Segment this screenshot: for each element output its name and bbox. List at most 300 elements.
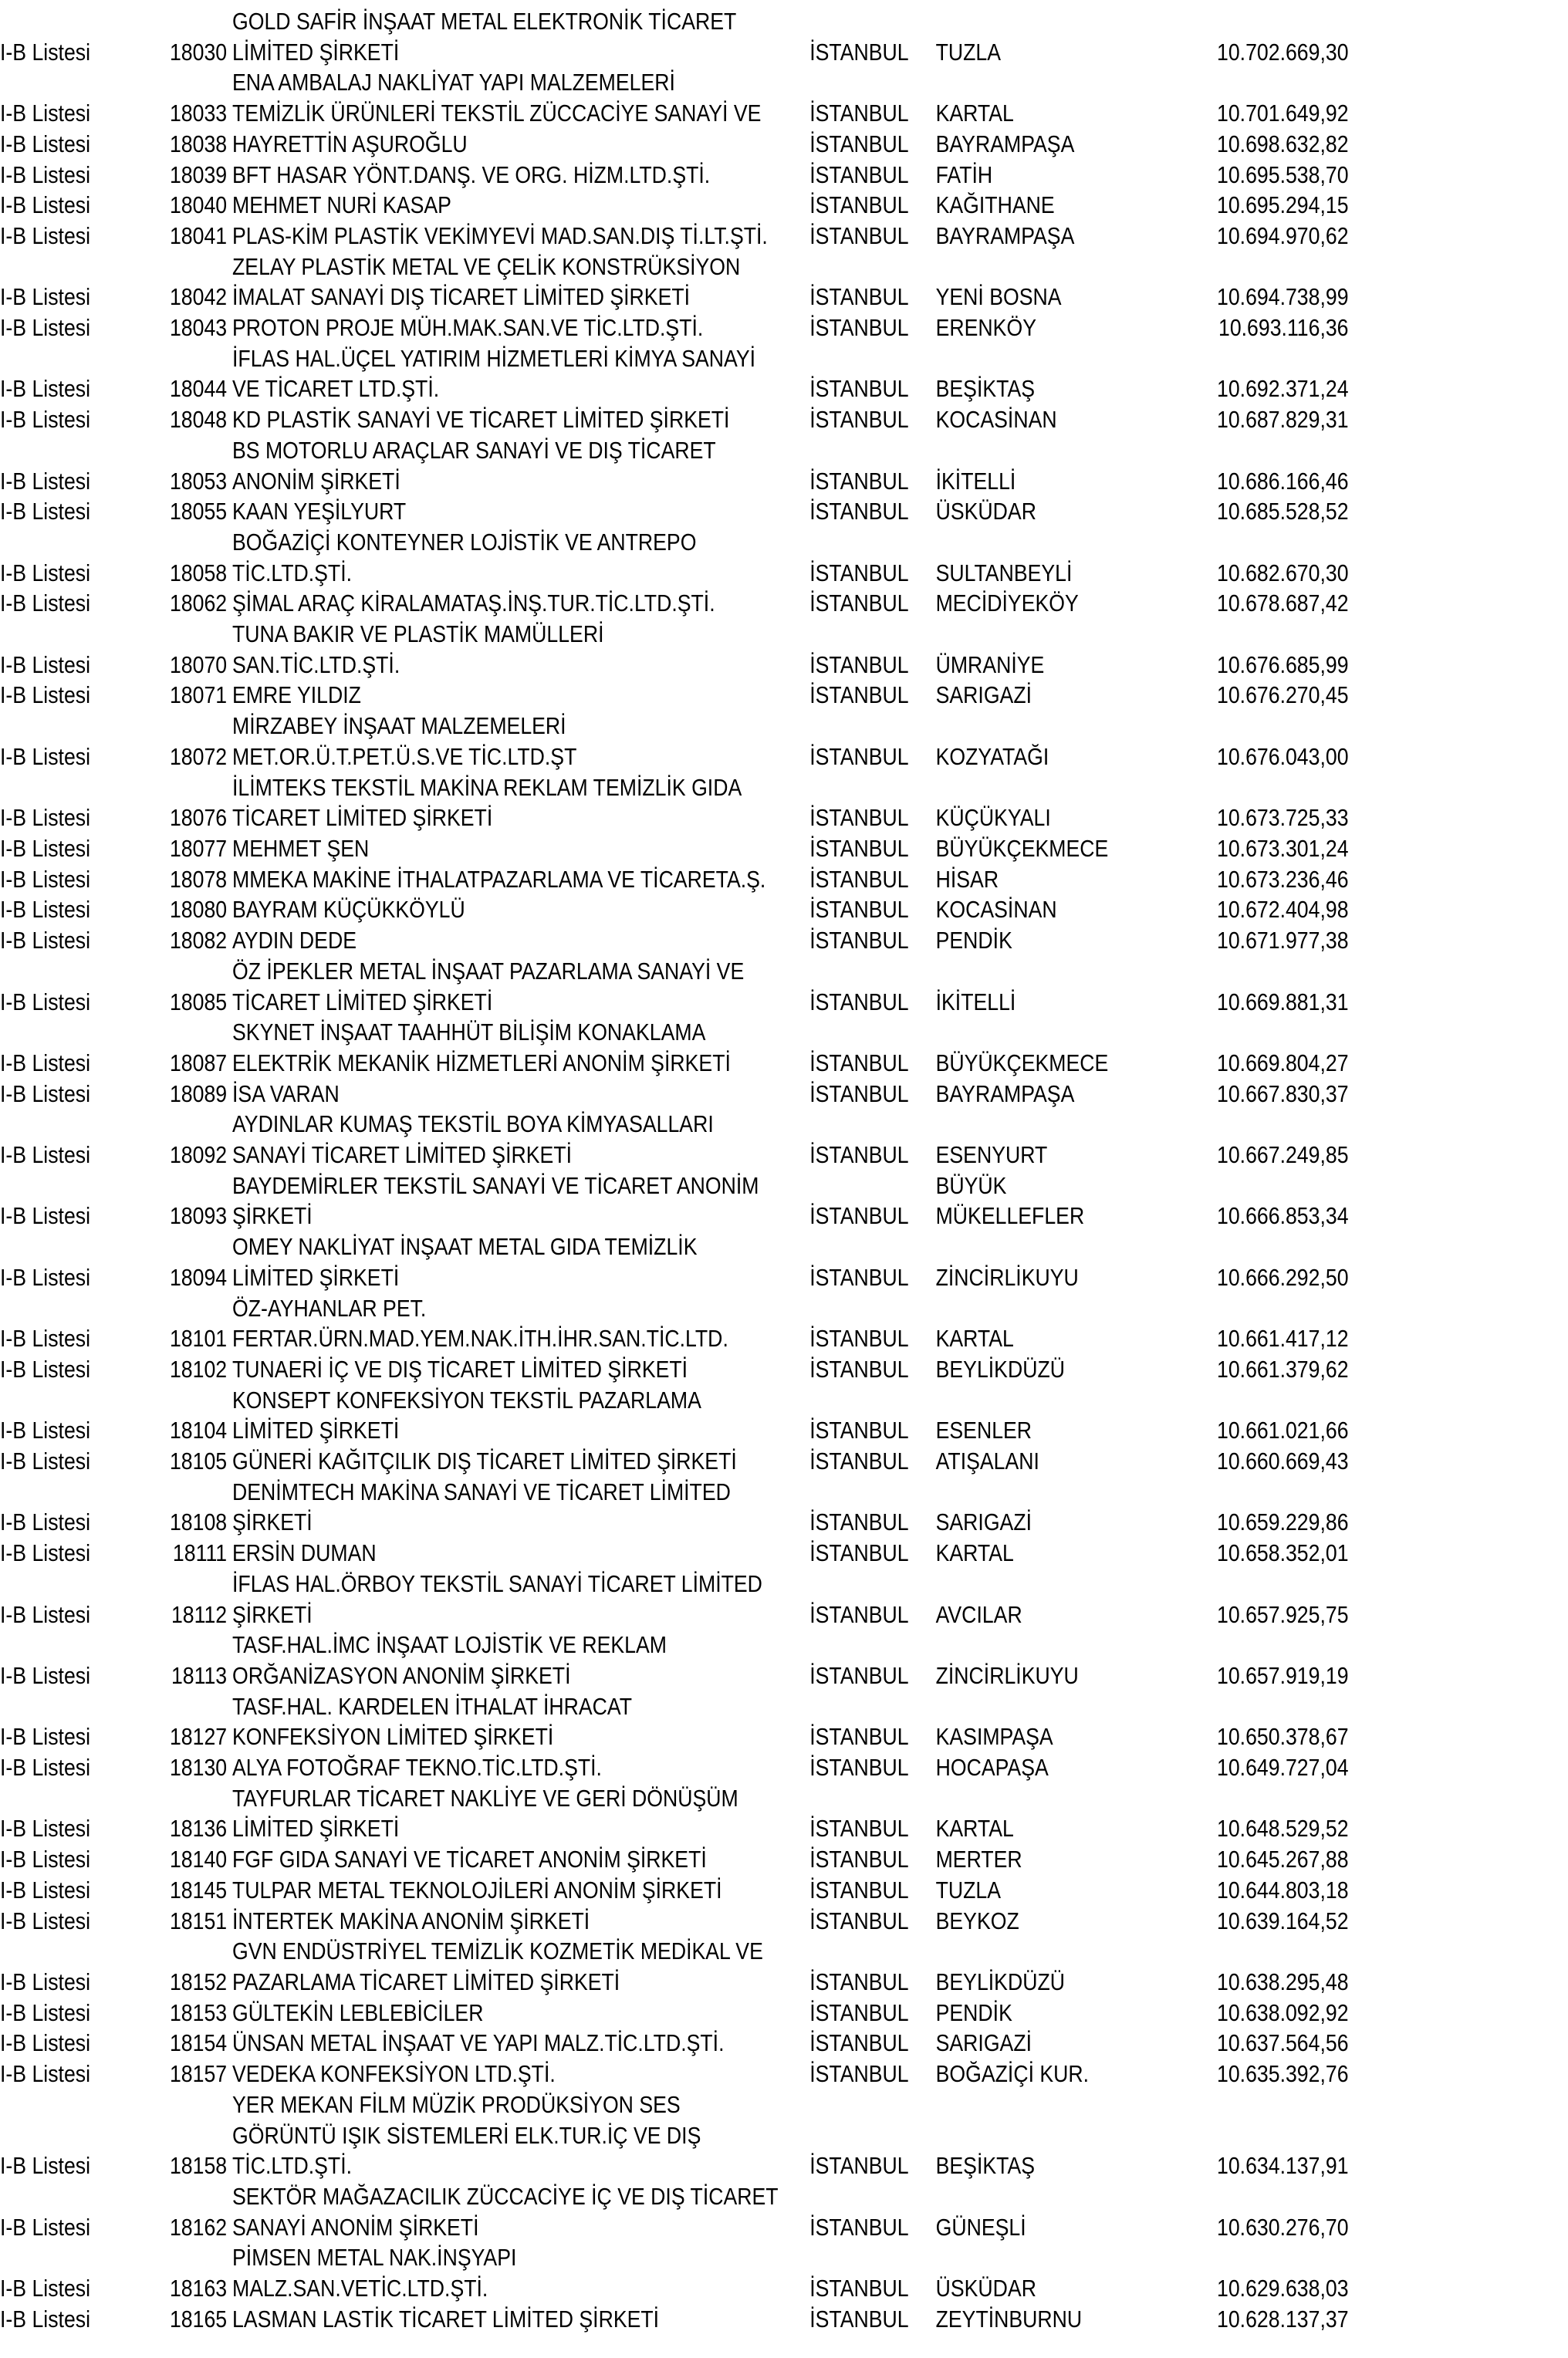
list-label [0,6,153,37]
table-row [0,1385,1568,1446]
amount: 10.678.687,42 [1217,590,1349,617]
company-name: KONFEKSİYON LİMİTED ŞİRKETİ [232,1723,554,1751]
city: İSTANBUL [809,314,909,342]
company-name: GÖRÜNTÜ IŞIK SİSTEMLERİ ELK.TUR.İÇ VE DIŞ [232,2121,701,2149]
district: MERTER [935,1846,1022,1873]
amount: 10.658.352,01 [1217,1539,1349,1567]
list-label: I-B Listesi [0,988,91,1015]
table-line [0,1140,1566,1171]
table-row [0,1446,1568,1477]
city [809,1385,935,1416]
company-name: ÖZ İPEKLER METAL İNŞAAT PAZARLAMA SANAYİ VE [232,957,745,985]
amount: 10.657.925,75 [1217,1600,1349,1628]
company-name: İMALAT SANAYİ DIŞ TİCARET LİMİTED ŞİRKETİ [232,283,691,311]
entry-number [153,1385,232,1416]
district: ERENKÖY [935,314,1036,342]
city [809,527,935,558]
entry-number [153,956,232,987]
city: İSTANBUL [809,191,909,219]
entry-number [153,2120,232,2151]
city [809,619,935,650]
district: ZİNCİRLİKUYU [935,1661,1079,1689]
company-name: ŞİRKETİ [232,1508,313,1536]
list-label: I-B Listesi [0,1998,91,2026]
list-label: I-B Listesi [0,467,91,495]
district: İKİTELLİ [935,988,1016,1015]
company-name: PAZARLAMA TİCARET LİMİTED ŞİRKETİ [232,1968,620,1995]
district [936,772,1148,803]
table-row [0,496,1568,527]
entry-number: 18094 [169,1263,228,1291]
amount: 10.692.371,24 [1217,375,1349,403]
amount: 10.669.804,27 [1217,1049,1349,1076]
amount: 10.661.021,66 [1217,1417,1349,1444]
list-label [0,67,153,98]
entry-number: 18085 [169,988,228,1015]
table-line [0,1660,1566,1691]
list-label [0,1385,153,1416]
list-label: I-B Listesi [0,742,91,770]
district: ÜSKÜDAR [935,2275,1036,2302]
city: İSTANBUL [809,681,909,709]
amount: 10.644.803,18 [1217,1876,1349,1904]
district: KAĞITHANE [935,191,1055,219]
company-name: GVN ENDÜSTRİYEL TEMİZLİK KOZMETİK MEDİKAL VE [232,1937,763,1965]
table-line [0,987,1566,1018]
table-row [0,435,1568,496]
table-row [0,588,1568,619]
company-name: VE TİCARET LTD.ŞTİ. [232,375,440,403]
amount: 10.671.977,38 [1217,927,1349,954]
city: İSTANBUL [809,1263,909,1291]
table-row [0,1231,1568,1292]
entry-number: 18087 [169,1049,228,1076]
entry-number [153,1109,232,1140]
company-name: BAYRAM KÜÇÜKKÖYLÜ [232,896,465,924]
table-row [0,2242,1568,2303]
table-row [0,1906,1568,1937]
district: ZEYTİNBURNU [935,2305,1083,2333]
amount [1148,1171,1349,1201]
list-label [0,1936,153,1967]
company-name: GÜLTEKİN LEBLEBİCİLER [232,1998,484,2026]
table-line [0,1783,1566,1814]
company-name: LİMİTED ŞİRKETİ [232,1417,400,1444]
amount: 10.649.727,04 [1217,1754,1349,1782]
company-name: ŞİRKETİ [232,1202,313,1230]
company-name: İNTERTEK MAKİNA ANONİM ŞİRKETİ [232,1907,590,1934]
entry-number: 18108 [169,1508,228,1536]
table-row [0,680,1568,711]
entry-number: 18113 [171,1661,228,1689]
city: İSTANBUL [809,100,909,127]
table-line [0,1109,1566,1140]
city: İSTANBUL [809,834,909,862]
amount [1148,67,1349,98]
entry-number: 18151 [169,1907,228,1934]
list-label: I-B Listesi [0,927,91,954]
table-line [0,2028,1566,2059]
city [809,956,935,987]
table-line [0,1875,1566,1906]
entry-number: 18053 [169,467,228,495]
city [809,1477,935,1508]
district: KARTAL [935,1815,1014,1843]
table-row [0,1171,1568,1231]
table-line [0,190,1566,221]
city: İSTANBUL [809,1723,909,1751]
city [809,2089,935,2120]
district: BEYLİKDÜZÜ [935,1355,1066,1383]
list-label: I-B Listesi [0,590,91,617]
company-name: FERTAR.ÜRN.MAD.YEM.NAK.İTH.İHR.SAN.TİC.LTD. [232,1325,728,1353]
amount: 10.694.738,99 [1217,283,1349,311]
table-line [0,1354,1566,1385]
entry-number [153,1569,232,1600]
table-row [0,1691,1568,1752]
entry-number: 18058 [169,559,228,586]
entry-number: 18044 [169,375,228,403]
amount: 10.650.378,67 [1217,1723,1349,1751]
amount [1148,435,1349,466]
city [809,2120,935,2151]
table-line [0,1967,1566,1998]
district: TUZLA [935,38,1002,66]
amount: 10.638.295,48 [1217,1968,1349,1995]
table-line [0,2150,1566,2181]
table-line [0,1385,1566,1416]
list-label: I-B Listesi [0,834,91,862]
company-name: KAAN YEŞİLYURT [232,498,407,525]
company-name: TAYFURLAR TİCARET NAKLİYE VE GERİ DÖNÜŞÜM [232,1784,738,1812]
district [936,956,1148,987]
company-name: ÜNSAN METAL İNŞAAT VE YAPI MALZ.TİC.LTD.ŞTİ. [232,2029,725,2057]
district: SARIGAZİ [935,1508,1032,1536]
list-label [0,1691,153,1722]
list-label: I-B Listesi [0,1141,91,1169]
table-line [0,2089,1566,2120]
table-line [0,312,1566,343]
city: İSTANBUL [809,865,909,893]
city: İSTANBUL [809,927,909,954]
company-name: ANONİM ŞİRKETİ [232,467,400,495]
city [809,2181,935,2212]
district: PENDİK [935,927,1012,954]
list-label [0,527,153,558]
list-label: I-B Listesi [0,2029,91,2057]
list-label [0,1293,153,1324]
district [936,435,1148,466]
table-line [0,252,1566,282]
table-row [0,2059,1568,2089]
entry-number: 18043 [169,314,228,342]
table-line [0,466,1566,497]
district: KARTAL [935,1325,1014,1353]
table-row [0,1844,1568,1875]
amount: 10.661.379,62 [1217,1355,1349,1383]
list-label: I-B Listesi [0,1907,91,1934]
district: KOCASİNAN [935,896,1057,924]
list-label: I-B Listesi [0,865,91,893]
entry-number: 18130 [169,1754,228,1782]
list-label: I-B Listesi [0,1815,91,1843]
city: İSTANBUL [809,1079,909,1107]
table-line [0,1507,1566,1538]
table-row [0,772,1568,833]
amount: 10.661.417,12 [1217,1325,1349,1353]
district [936,2089,1148,2120]
list-label: I-B Listesi [0,804,91,832]
table-row [0,312,1568,343]
district: BAYRAMPAŞA [935,130,1075,157]
table-row [0,527,1568,588]
table-line [0,160,1566,191]
city: İSTANBUL [809,2029,909,2057]
amount: 10.685.528,52 [1217,498,1349,525]
table-line [0,67,1566,98]
district: BAYRAMPAŞA [935,221,1075,249]
table-row [0,1079,1568,1110]
table-row [0,404,1568,435]
table-row [0,925,1568,956]
city [809,435,935,466]
table-line [0,1691,1566,1722]
amount [1148,1293,1349,1324]
table-row [0,894,1568,925]
table-line [0,1262,1566,1293]
city [809,711,935,742]
city: İSTANBUL [809,406,909,434]
table-row [0,2181,1568,2242]
amount: 10.687.829,31 [1217,406,1349,434]
company-name: ÖZ-AYHANLAR PET. [232,1294,427,1322]
amount: 10.630.276,70 [1217,2213,1349,2241]
list-label: I-B Listesi [0,38,91,66]
company-name: TİCARET LİMİTED ŞİRKETİ [232,804,493,832]
district: HOCAPAŞA [935,1754,1049,1782]
district: BOĞAZİÇİ KUR. [935,2060,1090,2088]
company-name: BS MOTORLU ARAÇLAR SANAYİ VE DIŞ TİCARET [232,436,716,464]
city: İSTANBUL [809,1600,909,1628]
amount: 10.639.164,52 [1217,1907,1349,1934]
table-line [0,496,1566,527]
company-name: İSA VARAN [232,1079,340,1107]
table-line [0,1477,1566,1508]
table-line [0,282,1566,312]
entry-number: 18104 [169,1417,228,1444]
district: ESENLER [935,1417,1032,1444]
list-label: I-B Listesi [0,2275,91,2302]
district [936,2120,1148,2151]
table-row [0,1783,1568,1844]
list-label [0,2181,153,2212]
city [809,1231,935,1262]
table-line [0,956,1566,987]
city: İSTANBUL [809,1508,909,1536]
amount: 10.637.564,56 [1217,2029,1349,2057]
table-line [0,343,1566,374]
amount [1148,1569,1349,1600]
city: İSTANBUL [809,1754,909,1782]
district [936,1936,1148,1967]
city [809,343,935,374]
table-row [0,1477,1568,1538]
table-line [0,129,1566,160]
amount: 10.667.830,37 [1217,1079,1349,1107]
district [936,1109,1148,1140]
table-line [0,98,1566,129]
list-label: I-B Listesi [0,1600,91,1628]
table-line [0,2273,1566,2304]
district: MECİDİYEKÖY [935,590,1079,617]
entry-number: 18038 [169,130,228,157]
district: SARIGAZİ [935,681,1032,709]
table-line [0,37,1566,68]
amount [1148,772,1349,803]
company-name: BAYDEMİRLER TEKSTİL SANAYİ VE TİCARET ANONİM [232,1171,759,1199]
city: İSTANBUL [809,1448,909,1475]
list-label: I-B Listesi [0,2213,91,2241]
amount [1148,956,1349,987]
company-name: LİMİTED ŞİRKETİ [232,38,400,66]
table-row [0,1752,1568,1783]
amount: 10.686.166,46 [1217,467,1349,495]
table-row [0,2304,1568,2335]
company-name: BFT HASAR YÖNT.DANŞ. VE ORG. HİZM.LTD.ŞTİ. [232,160,711,188]
list-label [0,956,153,987]
entry-number [153,1293,232,1324]
district [936,1630,1148,1660]
amount [1148,1936,1349,1967]
company-name: SEKTÖR MAĞAZACILIK ZÜCCACİYE İÇ VE DIŞ TİCARET [232,2182,779,2210]
city [809,2242,935,2273]
company-name: KONSEPT KONFEKSİYON TEKSTİL PAZARLAMA [232,1386,701,1414]
entry-number: 18080 [169,896,228,924]
list-label: I-B Listesi [0,283,91,311]
city: İSTANBUL [809,1325,909,1353]
entry-number [153,1936,232,1967]
table-line [0,1323,1566,1354]
table-line [0,6,1566,37]
company-name: TİC.LTD.ŞTİ. [232,2152,353,2180]
amount [1148,1385,1349,1416]
city: İSTANBUL [809,804,909,832]
district [936,6,1148,37]
district: MÜKELLEFLER [935,1202,1085,1230]
entry-number: 18042 [169,283,228,311]
city: İSTANBUL [809,498,909,525]
amount [1148,2242,1349,2273]
table-line [0,2212,1566,2243]
list-label: I-B Listesi [0,650,91,678]
district: KARTAL [935,1539,1014,1567]
company-name: SKYNET İNŞAAT TAAHHÜT BİLİŞİM KONAKLAMA [232,1019,706,1046]
company-name: MEHMET ŞEN [232,834,370,862]
table-row [0,1293,1568,1354]
city: İSTANBUL [809,160,909,188]
district [936,1477,1148,1508]
company-name: GOLD SAFİR İNŞAAT METAL ELEKTRONİK TİCARET [232,8,737,35]
table-line [0,1844,1566,1875]
district: ESENYURT [935,1141,1048,1169]
company-name: ZELAY PLASTİK METAL VE ÇELİK KONSTRÜKSİYON [232,252,741,280]
table-row [0,2028,1568,2059]
amount: 10.634.137,91 [1217,2152,1349,2180]
district [936,619,1148,650]
list-label: I-B Listesi [0,681,91,709]
list-label: I-B Listesi [0,1049,91,1076]
list-label: I-B Listesi [0,191,91,219]
company-name: MALZ.SAN.VETİC.LTD.ŞTİ. [232,2275,488,2302]
table-line [0,1538,1566,1569]
company-name: PLAS-KİM PLASTİK VEKİMYEVİ MAD.SAN.DIŞ Tİ.LT.ŞTİ. [232,221,768,249]
entry-number: 18039 [169,160,228,188]
amount: 10.666.853,34 [1217,1202,1349,1230]
entry-number [153,772,232,803]
table-line [0,1446,1566,1477]
table-row [0,864,1568,895]
entry-number: 18093 [169,1202,228,1230]
city: İSTANBUL [809,38,909,66]
company-name: ŞİMAL ARAÇ KİRALAMATAŞ.İNŞ.TUR.TİC.LTD.ŞTİ. [232,590,715,617]
city [809,1017,935,1048]
list-label: I-B Listesi [0,2060,91,2088]
city: İSTANBUL [809,1846,909,1873]
district: BEŞİKTAŞ [935,2152,1036,2180]
amount: 10.660.669,43 [1217,1448,1349,1475]
district [936,1385,1148,1416]
table-row [0,343,1568,404]
list-label: I-B Listesi [0,1754,91,1782]
company-name: AYDIN DEDE [232,927,357,954]
company-name: TULPAR METAL TEKNOLOJİLERİ ANONİM ŞİRKETİ [232,1876,722,1904]
entry-number: 18089 [169,1079,228,1107]
city: İSTANBUL [809,988,909,1015]
entry-number [153,343,232,374]
district: ZİNCİRLİKUYU [935,1263,1079,1291]
district: HİSAR [935,865,999,893]
amount [1148,619,1349,650]
entry-number [153,2242,232,2273]
table-line [0,772,1566,803]
company-name: LİMİTED ŞİRKETİ [232,1263,400,1291]
entry-number: 18033 [169,100,228,127]
city: İSTANBUL [809,1968,909,1995]
list-label: I-B Listesi [0,1661,91,1689]
table-row [0,2089,1568,2181]
company-name: MMEKA MAKİNE İTHALATPAZARLAMA VE TİCARETA.Ş. [232,865,766,893]
entry-number: 18048 [169,406,228,434]
amount: 10.629.638,03 [1217,2275,1349,2302]
district: KOCASİNAN [935,406,1057,434]
entry-number: 18078 [169,865,228,893]
table-row [0,6,1568,67]
list-label: I-B Listesi [0,406,91,434]
city: İSTANBUL [809,1815,909,1843]
city [809,1171,935,1201]
table-row [0,1936,1568,1997]
table-row [0,1354,1568,1385]
company-name: MET.OR.Ü.T.PET.Ü.S.VE TİC.LTD.ŞT [232,742,577,770]
entry-number [153,1231,232,1262]
district [936,1293,1148,1324]
table-row [0,833,1568,864]
company-name: EMRE YILDIZ [232,681,361,709]
district [936,1231,1148,1262]
table-line [0,1293,1566,1324]
table-line [0,404,1566,435]
city: İSTANBUL [809,2275,909,2302]
